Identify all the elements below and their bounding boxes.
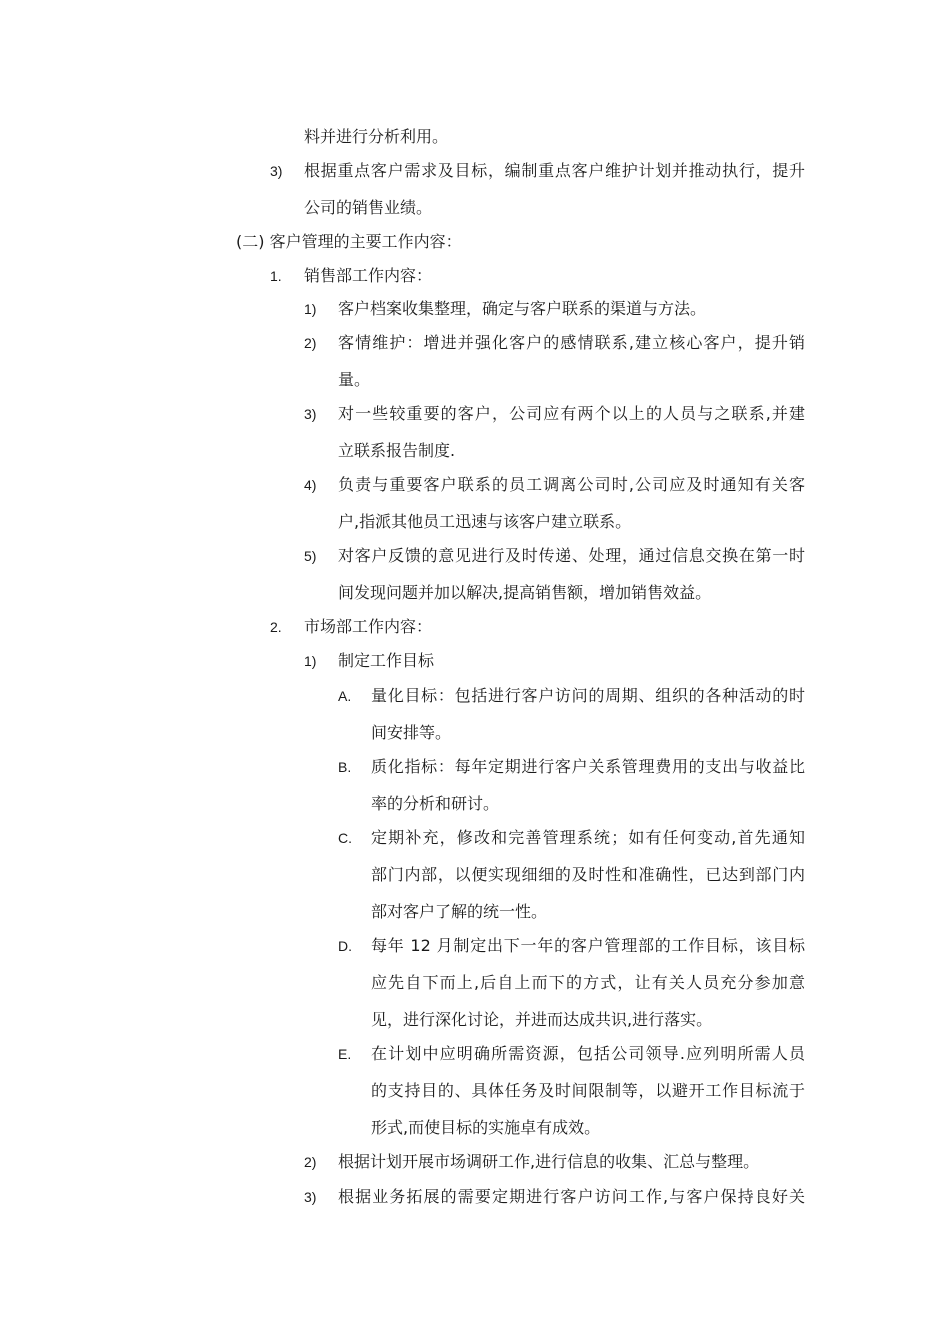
list-item-text: 客情维护：增进并强化客户的感情联系,建立核心客户，提升销: [338, 333, 805, 352]
list-item-text: 每年 12 月制定出下一年的客户管理部的工作目标，该目标: [371, 936, 805, 955]
list-item-text: 质化指标：每年定期进行客户关系管理费用的支出与收益比: [371, 757, 805, 776]
list-item-text: 在计划中应明确所需资源，包括公司领导.应列明所需人员: [371, 1044, 805, 1063]
list-item-text: 户,指派其他员工迅速与该客户建立联系。: [338, 512, 632, 531]
list-item-text: 客户档案收集整理，确定与客户联系的渠道与方法。: [338, 299, 707, 318]
list-item-text: 公司的销售业绩。: [304, 198, 433, 217]
list-item-text: 根据业务拓展的需要定期进行客户访问工作,与客户保持良好关: [338, 1187, 805, 1206]
list-item-text: 形式,而使目标的实施卓有成效。: [371, 1118, 601, 1137]
list-item-text: 对客户反馈的意见进行及时传递、处理，通过信息交换在第一时: [338, 546, 805, 565]
list-item-text: 对一些较重要的客户，公司应有两个以上的人员与之联系,并建: [338, 404, 805, 423]
list-item-text: 制定工作目标: [338, 651, 435, 670]
list-item-text: 部对客户了解的统一性。: [371, 902, 548, 921]
list-item-text: 率的分析和研讨。: [371, 794, 500, 813]
list-marker: B.: [338, 759, 352, 775]
list-marker: 1.: [270, 268, 282, 284]
list-marker: 3): [270, 163, 283, 179]
paragraph-line: 料并进行分析利用。: [304, 127, 449, 146]
list-item-text: 间发现问题并加以解决,提高销售额，增加销售效益。: [338, 583, 712, 602]
list-marker: 3): [304, 406, 317, 422]
list-item-text: 间安排等。: [371, 723, 452, 742]
list-marker: 3): [304, 1189, 317, 1205]
list-marker: E.: [338, 1046, 352, 1062]
list-marker: 2): [304, 335, 317, 351]
list-marker: 5): [304, 548, 317, 564]
list-marker: D.: [338, 938, 352, 954]
list-marker: 2.: [270, 619, 282, 635]
list-marker: 4): [304, 477, 317, 493]
list-marker: A.: [338, 688, 352, 704]
list-item-text: 量化目标：包括进行客户访问的周期、组织的各种活动的时: [371, 686, 805, 705]
list-item-text: 量。: [338, 370, 371, 389]
list-item-text: 根据重点客户需求及目标，编制重点客户维护计划并推动执行，提升: [304, 161, 805, 180]
list-item-text: 定期补充，修改和完善管理系统；如有任何变动,首先通知: [371, 828, 805, 847]
list-marker: C.: [338, 830, 352, 846]
list-item-text: 的支持目的、具体任务及时间限制等，以避开工作目标流于: [371, 1081, 805, 1100]
list-item-text: 根据计划开展市场调研工作,进行信息的收集、汇总与整理。: [338, 1152, 760, 1171]
list-marker: 1): [304, 653, 317, 669]
list-marker: 2): [304, 1154, 317, 1170]
list-item-text: 立联系报告制度.: [338, 441, 456, 460]
subsection-heading: 市场部工作内容：: [304, 617, 433, 636]
list-marker: 1): [304, 301, 317, 317]
list-item-text: 见，进行深化讨论，并进而达成共识,进行落实。: [371, 1010, 713, 1029]
list-item-text: 部门内部，以便实现细细的及时性和准确性，已达到部门内: [371, 865, 805, 884]
list-item-text: 应先自下而上,后自上而下的方式，让有关人员充分参加意: [371, 973, 805, 992]
section-heading: (二) 客户管理的主要工作内容：: [236, 232, 462, 251]
list-item-text: 负责与重要客户联系的员工调离公司时,公司应及时通知有关客: [338, 475, 805, 494]
subsection-heading: 销售部工作内容：: [304, 266, 433, 285]
